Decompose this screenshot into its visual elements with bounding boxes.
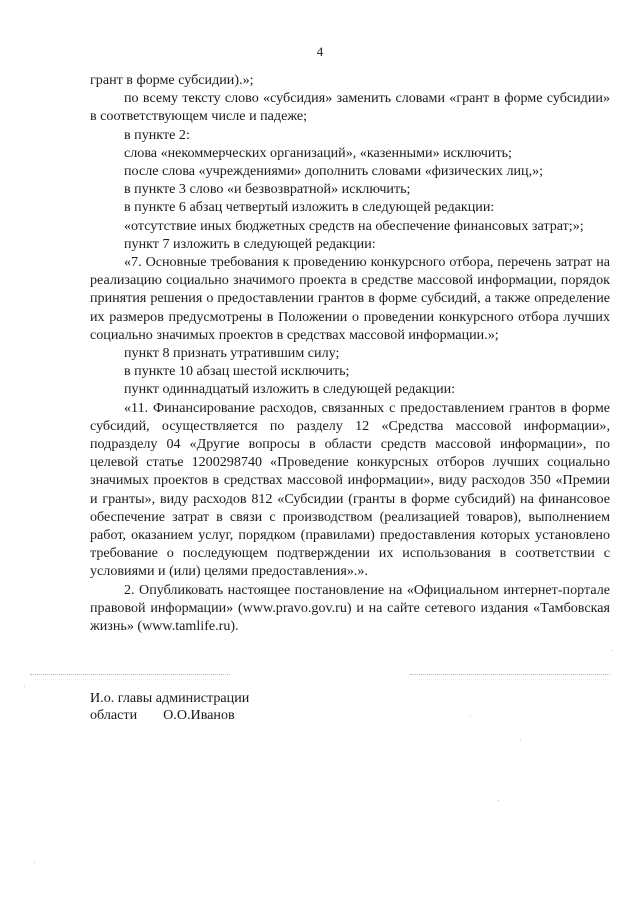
paragraph-12: в пункте 10 абзац шестой исключить; <box>124 363 350 380</box>
paragraph-10: «7. Основные требования к проведению конкурсного отбора, перечень затрат на реализацию социально значимого проекта в средстве массовой информации, порядок принятия решения о предоставлении грантов в форме субсидий, а также определение их размеров предусмотрены в Положении о проведении конкурсного отбора лучших социально значимых проектов в средствах массовой информации.»; <box>90 254 610 343</box>
paragraph-15: 2. Опубликовать настоящее постановление на «Официальном интернет-портале правовой информации» (www.pravo.gov.ru) и на сайте сетевого издания «Тамбовская жизнь» (www.tamlife.ru). <box>90 581 610 635</box>
scan-speck <box>612 650 613 651</box>
paragraph-13: пункт одиннадцатый изложить в следующей редакции: <box>124 381 456 398</box>
signature-title-line2: области <box>90 707 138 723</box>
paragraph-6: в пункте 3 слово «и безвозвратной» исключить; <box>124 181 411 198</box>
paragraph-9: пункт 7 изложить в следующей редакции: <box>124 235 376 252</box>
paragraph-5: после слова «учреждениями» дополнить словами «физических лиц,»; <box>124 163 544 180</box>
document-body <box>90 71 610 635</box>
paragraph-3: в пункте 2: <box>124 126 190 143</box>
scan-speck <box>24 686 25 687</box>
scan-speck <box>520 740 521 741</box>
paragraph-8: «отсутствие иных бюджетных средств на обеспечение финансовых затрат;»; <box>124 217 584 234</box>
scan-artifact-line <box>410 674 610 675</box>
paragraph-4: слова «некоммерческих организаций», «казенными» исключить; <box>124 144 512 161</box>
signature-name: О.О.Иванов <box>163 707 235 723</box>
scan-artifact-line <box>30 674 230 675</box>
signature-title-line2-row <box>90 707 249 724</box>
signature-block <box>90 690 249 724</box>
paragraph-7: в пункте 6 абзац четвертый изложить в следующей редакции: <box>124 199 495 216</box>
paragraph-2: по всему тексту слово «субсидия» заменить словами «грант в форме субсидии» в соответствующем числе и падеже; <box>90 90 610 125</box>
scan-speck <box>498 800 499 801</box>
scan-speck <box>470 716 471 717</box>
paragraph-1: грант в форме субсидии).»; <box>90 72 254 88</box>
scan-speck <box>34 862 35 863</box>
signature-title-line1: И.о. главы администрации <box>90 690 250 706</box>
paragraph-14: «11. Финансирование расходов, связанных с предоставлением грантов в форме субсидий, осуществляется по разделу 12 «Средства массовой информации», подразделу 04 «Другие вопросы в области средств массовой информации», по целевой статье 1200298740 «Проведение конкурсных отборов лучших социально значимых проектов в средствах массовой информации», виду расходов 350 «Премии и гранты», виду расходов 812 «Субсидии (гранты в форме субсидий) на финансовое обеспечение затрат в связи с производством (реализацией товаров), выполнением работ, оказанием услуг, порядком (правилами) предоставления которых установлено требование о последующем подтверждении их использования в соответствии с условиями и (или) целями предоставления».». <box>90 399 610 580</box>
page-number: 4 <box>316 44 324 59</box>
paragraph-11: пункт 8 признать утратившим силу; <box>124 345 340 362</box>
